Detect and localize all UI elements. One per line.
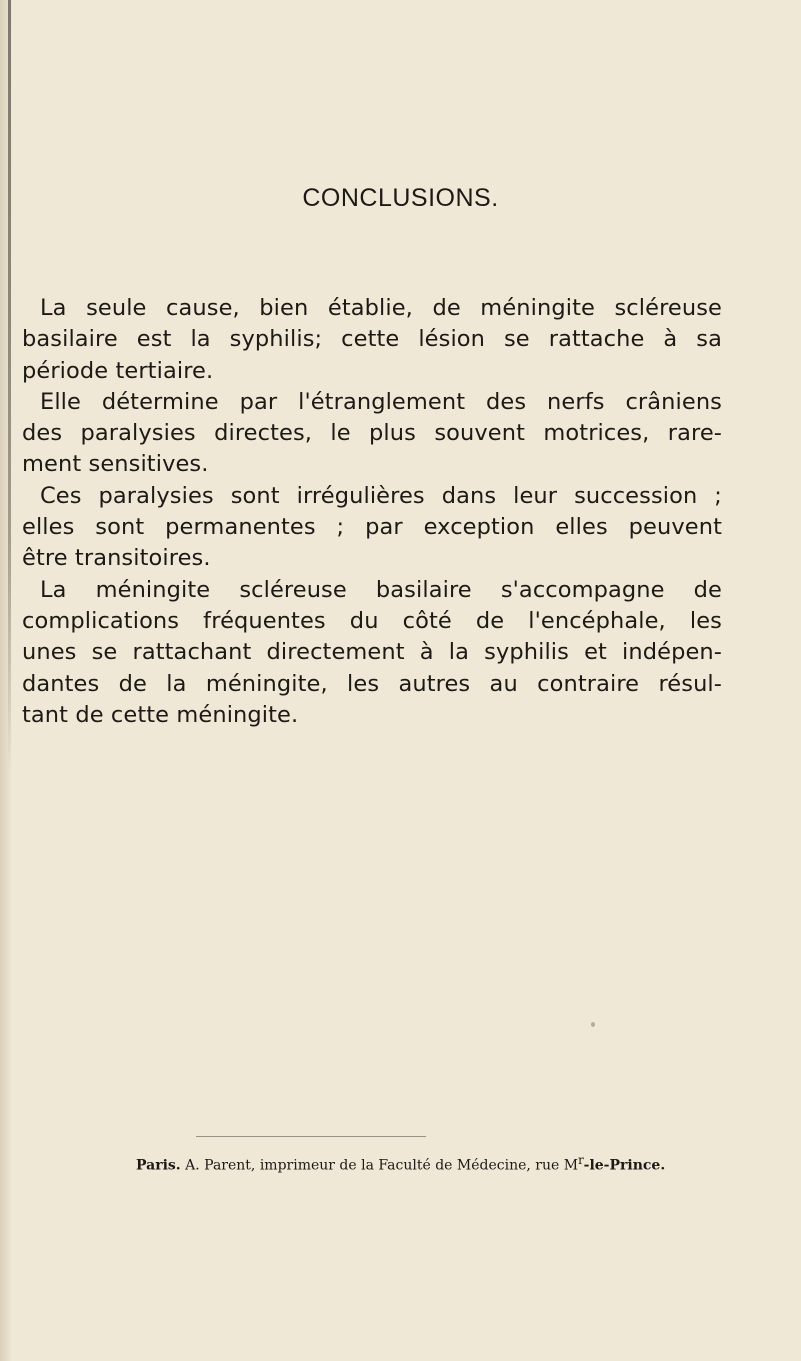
text-line: période tertiaire.	[22, 357, 214, 384]
text-line: dantes de la méningite, les autres au contraire résul-	[22, 670, 722, 697]
imprint-printer: A. Parent,	[185, 1157, 256, 1174]
paragraph-1	[22, 293, 722, 387]
paragraph-2	[22, 387, 722, 481]
imprint-city: Paris.	[136, 1157, 181, 1174]
text-line: ment sensitives.	[22, 451, 209, 478]
imprint-details: imprimeur de la Faculté de Médecine, rue M	[259, 1157, 579, 1174]
text-line: Ces paralysies sont irrégulières dans leur succession ;	[40, 482, 722, 509]
page-title: CONCLUSIONS.	[302, 184, 499, 212]
paragraph-3	[22, 481, 722, 575]
paragraph-4	[22, 575, 722, 731]
text-line: des paralysies directes, le plus souvent motrices, rare-	[22, 420, 722, 447]
text-line: tant de cette méningite.	[22, 701, 299, 728]
printer-imprint	[136, 1153, 696, 1174]
text-line: être transitoires.	[22, 545, 211, 572]
footer-rule	[196, 1136, 426, 1137]
text-line: elles sont permanentes ; par exception elles peuvent	[22, 514, 722, 541]
binding-gutter-line	[8, 0, 11, 770]
text-line: unes se rattachant directement à la syphilis et indépen-	[22, 639, 722, 666]
imprint-superscript: r	[578, 1153, 584, 1167]
text-line: Elle détermine par l'étranglement des nerfs crâniens	[40, 388, 722, 415]
paper-speck	[591, 1022, 595, 1027]
conclusions-body	[22, 293, 722, 731]
imprint-street-end: -le-Prince.	[583, 1157, 666, 1174]
text-line: La méningite scléreuse basilaire s'accompagne de	[40, 576, 722, 603]
text-line: basilaire est la syphilis; cette lésion se rattache à sa	[22, 326, 722, 353]
text-line: La seule cause, bien établie, de méningite scléreuse	[40, 295, 722, 321]
text-line: complications fréquentes du côté de l'encéphale, les	[22, 607, 722, 634]
